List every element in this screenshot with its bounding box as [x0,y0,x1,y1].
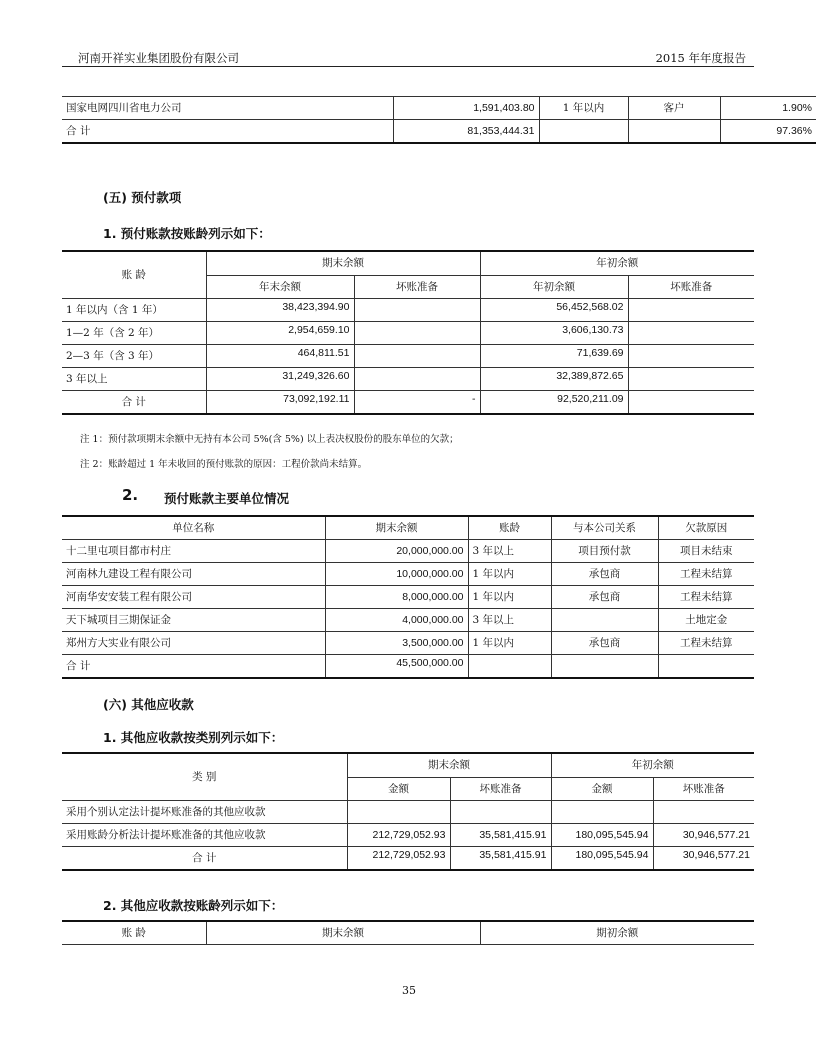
table-cell: 71,639.69 [480,345,628,368]
table-cell: 采用个别认定法计提坏账准备的其他应收款 [62,801,347,824]
table-cell: 土地定金 [658,609,754,632]
table-cell: 2,954,659.10 [206,322,354,345]
table-cell: 1—2 年（含 2 年） [62,322,206,345]
group-header: 年初余额 [551,753,754,777]
table-cell: 180,095,545.94 [551,847,653,871]
table-cell: 郑州方大实业有限公司 [62,632,325,655]
table-cell: 工程未结算 [658,563,754,586]
table-row [62,540,754,563]
table-cell: 1 年以内 [468,632,551,655]
col-header-category: 类 别 [62,753,347,801]
table-row [62,97,816,120]
table-cell: 4,000,000.00 [325,609,468,632]
table-cell: 承包商 [551,586,658,609]
col-header: 期末余额 [325,516,468,540]
table-header-row [62,921,754,945]
table-cell: 31,249,326.60 [206,368,354,391]
note-1: 注 1：预付款项期末余额中无持有本公司 5%(含 5%) 以上表决权股份的股东单位的欠款； [80,434,459,445]
col-header-age: 账 龄 [62,251,206,299]
table-cell: 38,423,394.90 [206,299,354,322]
table-cell [628,368,754,391]
table-cell: 45,500,000.00 [325,655,468,679]
col-header: 金额 [347,777,450,801]
table-cell: 国家电网四川省电力公司 [62,97,393,120]
table-cell: 1 年以内 [539,97,628,120]
col-header: 年初余额 [480,275,628,299]
table-cell: 项目预付款 [551,540,658,563]
table-cell [450,801,551,824]
table-cell [628,299,754,322]
table-cell: 73,092,192.11 [206,391,354,415]
table-cell: 56,452,568.02 [480,299,628,322]
table-cell: 81,353,444.31 [393,120,539,144]
table-cell: 212,729,052.93 [347,824,450,847]
table-cell [628,391,754,415]
table-cell: 合 计 [62,120,393,144]
table-cell: 1,591,403.80 [393,97,539,120]
table-cell: 97.36% [720,120,816,144]
table-cell [551,609,658,632]
col-header: 坏账准备 [450,777,551,801]
table-cell: 1 年以内 [468,563,551,586]
table-row [62,563,754,586]
group-header: 期末余额 [206,251,480,275]
table-row [62,120,816,144]
subsection-title: 1. 其他应收款按类别列示如下： [103,730,284,745]
note-2: 注 2：账龄超过 1 年未收回的预付账款的原因：工程价款尚未结算。 [80,459,368,470]
table-cell: 180,095,545.94 [551,824,653,847]
subsection-title: 1. 预付账款按账龄列示如下： [103,226,271,241]
table-cell [658,655,754,679]
table-cell: 3 年以上 [62,368,206,391]
col-header: 账龄 [468,516,551,540]
col-header: 与本公司关系 [551,516,658,540]
other-receivables-age-table [62,920,754,945]
col-header: 年末余额 [206,275,354,299]
table-cell [354,322,480,345]
table-cell: 3 年以上 [468,540,551,563]
table-cell: 20,000,000.00 [325,540,468,563]
table-cell: 3,500,000.00 [325,632,468,655]
table-cell [354,368,480,391]
table-cell [354,345,480,368]
table-cell: 2—3 年（含 3 年） [62,345,206,368]
table-cell [628,120,720,144]
table-row [62,586,754,609]
table-cell: 工程未结算 [658,586,754,609]
table-cell [628,322,754,345]
table-total-row [62,655,754,679]
table-total-row [62,391,754,415]
prepayment-age-table [62,250,754,415]
table-cell [347,801,450,824]
table-cell: 采用账龄分析法计提坏账准备的其他应收款 [62,824,347,847]
col-header: 单位名称 [62,516,325,540]
table-cell [551,801,653,824]
header-report-title: 2015 年年度报告 [655,51,746,65]
table-cell: 河南林九建设工程有限公司 [62,563,325,586]
table-header-row [62,753,754,777]
table-cell: 30,946,577.21 [653,824,754,847]
table-cell: 92,520,211.09 [480,391,628,415]
table-cell: 30,946,577.21 [653,847,754,871]
table-header-row [62,251,754,275]
table-cell: 8,000,000.00 [325,586,468,609]
table-cell: 项目未结束 [658,540,754,563]
col-header: 金额 [551,777,653,801]
table-cell [628,345,754,368]
col-header: 账 龄 [62,921,206,945]
col-header: 坏账准备 [628,275,754,299]
section-title-other-receivables: (六) 其他应收款 [103,697,194,712]
other-receivables-category-table [62,752,754,871]
table-cell: 河南华安安装工程有限公司 [62,586,325,609]
table-total-row [62,847,754,871]
section-title-prepayments: (五) 预付款项 [103,190,182,205]
table-cell: 1 年以内 [468,586,551,609]
table-header-row [62,516,754,540]
group-header: 期末余额 [347,753,551,777]
table-row [62,609,754,632]
table-row [62,801,754,824]
table-row [62,824,754,847]
group-header: 年初余额 [480,251,754,275]
col-header: 坏账准备 [354,275,480,299]
table-cell: 天下城项目三期保证金 [62,609,325,632]
table-cell: 3,606,130.73 [480,322,628,345]
table-cell: 32,389,872.65 [480,368,628,391]
prepayment-units-table [62,515,754,679]
subsection-title: 2. 其他应收款按账龄列示如下： [103,898,284,913]
table-cell: 客户 [628,97,720,120]
table-cell: 1 年以内（含 1 年） [62,299,206,322]
table-cell: 合 计 [62,655,325,679]
table-cell: 合 计 [62,391,206,415]
top-table [62,96,816,144]
table-cell: 工程未结算 [658,632,754,655]
col-header: 期初余额 [480,921,754,945]
table-cell: 承包商 [551,632,658,655]
table-row [62,632,754,655]
table-cell: 35,581,415.91 [450,824,551,847]
page-number: 35 [402,984,416,997]
table-cell [354,299,480,322]
table-row [62,299,754,322]
col-header: 期末余额 [206,921,480,945]
header-rule [62,66,754,67]
table-row [62,368,754,391]
table-cell: 1.90% [720,97,816,120]
table-cell: - [354,391,480,415]
table-row [62,322,754,345]
table-cell: 合 计 [62,847,347,871]
table-cell: 承包商 [551,563,658,586]
table-cell [539,120,628,144]
subsection-number: 2. [122,486,139,504]
table-cell [468,655,551,679]
table-cell [653,801,754,824]
table-cell: 十二里屯项目都市村庄 [62,540,325,563]
subsection-title: 预付账款主要单位情况 [164,491,290,506]
table-cell [551,655,658,679]
table-cell: 3 年以上 [468,609,551,632]
header-company: 河南开祥实业集团股份有限公司 [78,51,239,65]
table-row [62,345,754,368]
table-cell: 212,729,052.93 [347,847,450,871]
table-cell: 35,581,415.91 [450,847,551,871]
table-cell: 10,000,000.00 [325,563,468,586]
table-cell: 464,811.51 [206,345,354,368]
col-header: 欠款原因 [658,516,754,540]
col-header: 坏账准备 [653,777,754,801]
